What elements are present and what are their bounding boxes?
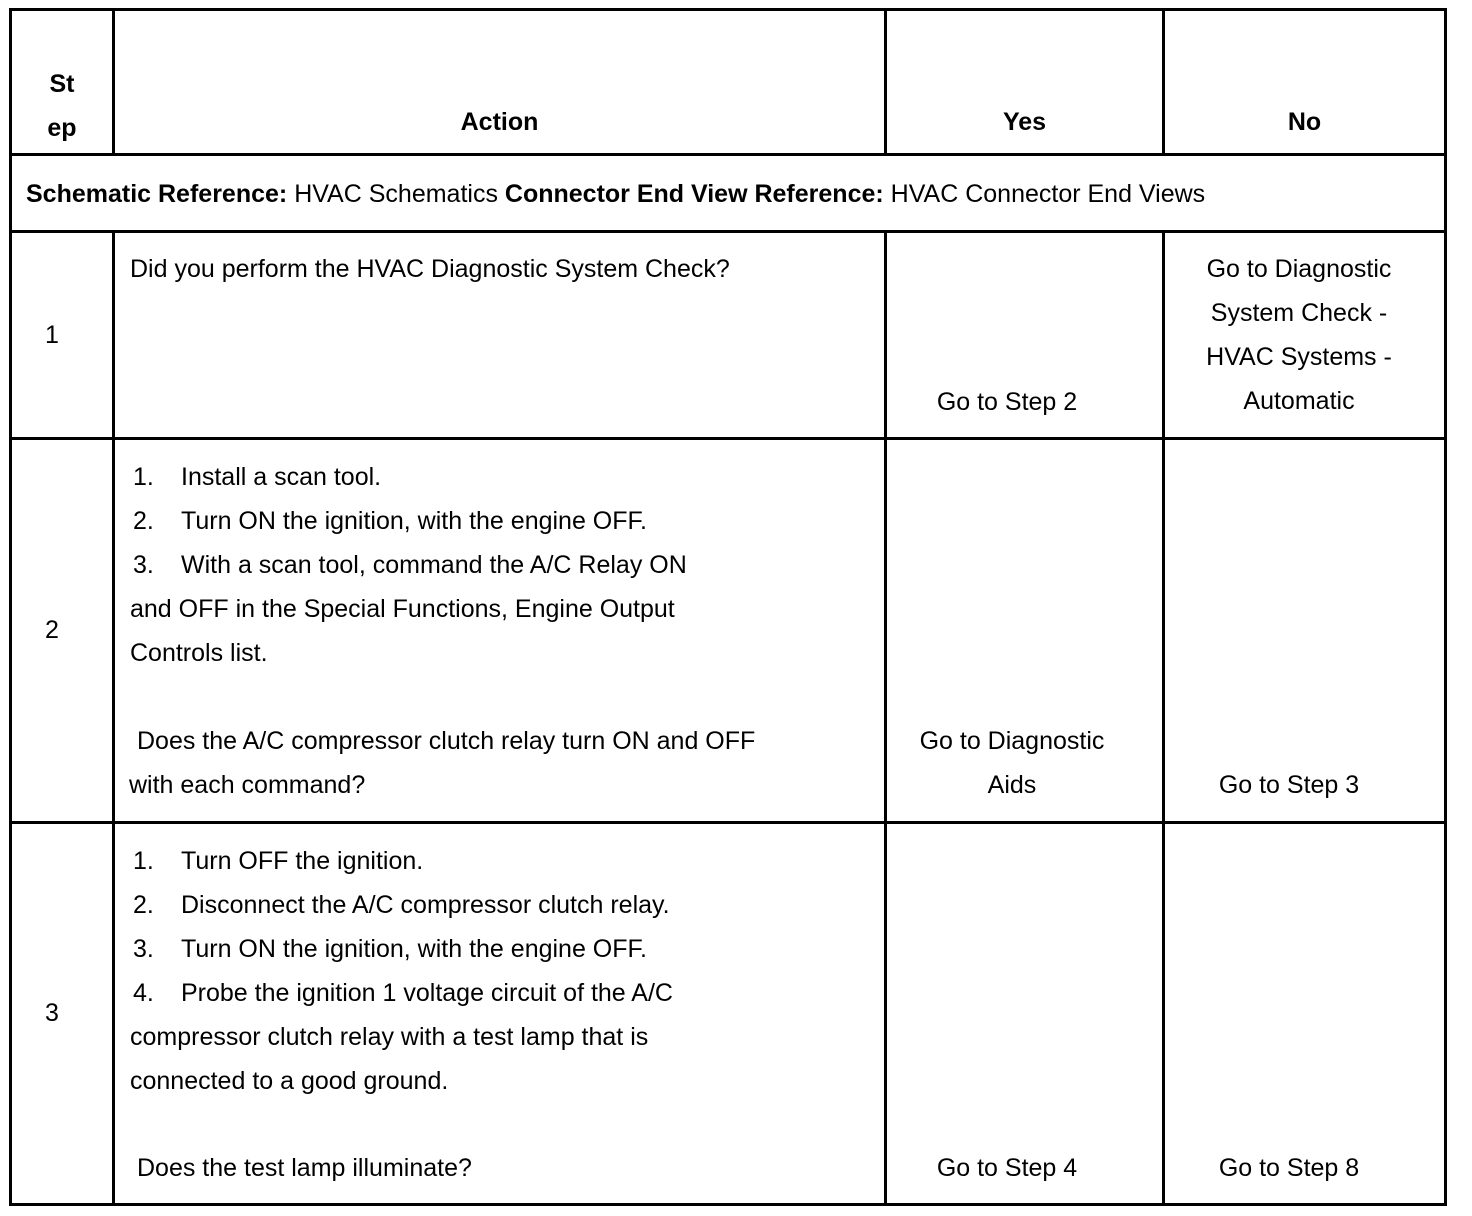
item-text: Turn OFF the ignition. (181, 847, 424, 875)
step-number: 2 (45, 616, 59, 644)
action-item (130, 927, 673, 971)
header-step (12, 62, 112, 150)
action-continuation: connected to a good ground. (130, 1067, 449, 1095)
diagnostic-table (9, 8, 1447, 1206)
column-divider-step (112, 230, 115, 1206)
action-item (130, 971, 673, 1015)
header-bottom-border (9, 153, 1447, 156)
header-no: No (1287, 108, 1322, 136)
action-continuation: and OFF in the Special Functions, Engine Output (130, 595, 675, 623)
yes-result (887, 719, 1137, 807)
action-question (137, 1146, 472, 1190)
yes-result: Go to Step 4 (936, 1154, 1078, 1182)
action-item (130, 543, 687, 587)
action-item (130, 839, 673, 883)
yes-result: Go to Step 2 (936, 388, 1078, 416)
question-line: Does the test lamp illuminate? (137, 1154, 472, 1182)
table-bottom-border (9, 1203, 1447, 1206)
question-line: with each command? (129, 771, 366, 799)
header-yes: Yes (1002, 108, 1047, 136)
row2-bottom-border (9, 821, 1447, 824)
action-text: Did you perform the HVAC Diagnostic System Check? (130, 255, 730, 283)
item-number: 2. (133, 507, 154, 535)
header-action: Action (460, 108, 539, 136)
action-continuation: Controls list. (130, 639, 268, 667)
no-result (1165, 247, 1433, 423)
question-line: Does the A/C compressor clutch relay turn ON and OFF (137, 727, 756, 755)
item-number: 4. (133, 979, 154, 1007)
no-result-line: System Check - (1210, 299, 1388, 327)
action-item (130, 883, 673, 927)
item-text: Turn ON the ignition, with the engine OFF. (181, 935, 647, 963)
step-number: 1 (45, 321, 59, 349)
action-continuation: compressor clutch relay with a test lamp that is (130, 1023, 649, 1051)
action-steps (130, 455, 687, 675)
no-result-line: HVAC Systems - (1206, 343, 1392, 371)
no-result: Go to Step 8 (1218, 1154, 1360, 1182)
action-steps (130, 839, 673, 1103)
header-step-line1: St (49, 70, 75, 98)
item-text: With a scan tool, command the A/C Relay ON (181, 551, 687, 579)
connector-reference-value: HVAC Connector End Views (890, 180, 1206, 208)
item-number: 3. (133, 551, 154, 579)
row1-bottom-border (9, 437, 1447, 440)
item-text: Install a scan tool. (181, 463, 382, 491)
no-result-line: Automatic (1243, 387, 1355, 415)
yes-result-line: Go to Diagnostic (919, 727, 1105, 755)
item-text: Turn ON the ignition, with the engine OFF. (181, 507, 647, 535)
step-number: 3 (45, 999, 59, 1027)
table-top-border (9, 8, 1447, 11)
item-number: 1. (133, 847, 154, 875)
action-item (130, 499, 687, 543)
item-number: 2. (133, 891, 154, 919)
item-text: Probe the ignition 1 voltage circuit of the A/C (181, 979, 673, 1007)
item-number: 1. (133, 463, 154, 491)
item-text: Disconnect the A/C compressor clutch relay. (181, 891, 670, 919)
connector-reference-label: Connector End View Reference: (504, 180, 884, 208)
table-right-border (1444, 8, 1447, 1206)
no-result: Go to Step 3 (1218, 771, 1360, 799)
schematic-reference-value: HVAC Schematics (294, 180, 498, 208)
reference-line (26, 172, 1205, 216)
no-result-line: Go to Diagnostic (1206, 255, 1392, 283)
header-step-line2: ep (47, 114, 77, 142)
action-question (129, 719, 755, 807)
schematic-reference-label: Schematic Reference: (26, 180, 288, 208)
yes-result-line: Aids (987, 771, 1037, 799)
item-number: 3. (133, 935, 154, 963)
reference-bottom-border (9, 230, 1447, 233)
action-item (130, 455, 687, 499)
column-divider-action (884, 230, 887, 1206)
